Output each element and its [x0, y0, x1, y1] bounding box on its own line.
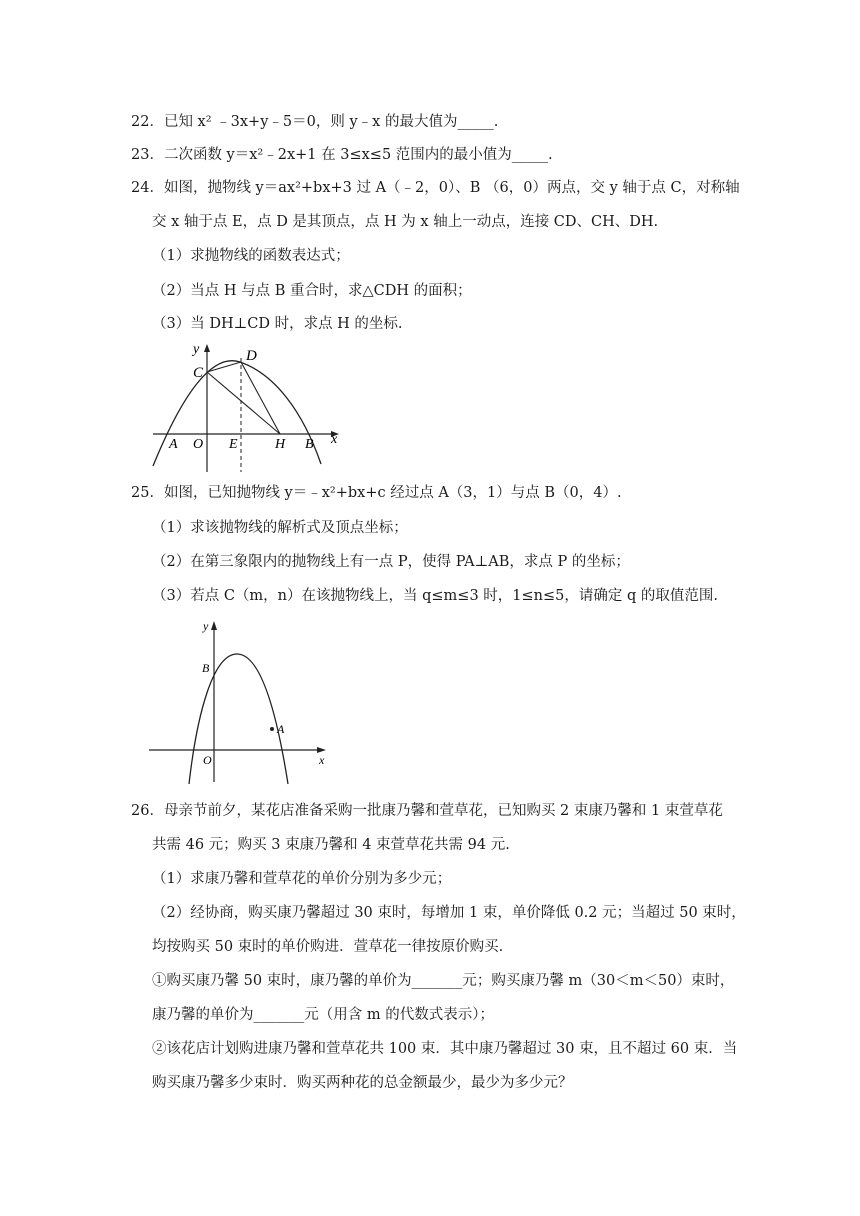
segment-ch — [207, 372, 280, 434]
label-x: x — [331, 432, 338, 447]
q24-part3: （3）当 DH⊥CD 时，求点 H 的坐标. — [152, 316, 403, 332]
label-a: A — [169, 437, 178, 452]
label-c: C — [193, 365, 204, 381]
y-axis-arrow — [204, 344, 210, 352]
q23-text: 23．二次函数 y＝x²﹣2x+1 在 3≤x≤5 范围内的最小值为_____. — [131, 147, 553, 163]
q24-part1: （1）求抛物线的函数表达式； — [152, 248, 350, 264]
q24-figure — [145, 340, 345, 475]
segment-cd — [207, 362, 241, 372]
q25-part3: （3）若点 C（m，n）在该抛物线上，当 q≤m≤3 时，1≤n≤5，请确定 q 的取值范围. — [152, 588, 718, 604]
q25-part1: （1）求该抛物线的解析式及顶点坐标； — [152, 520, 408, 536]
label-d: D — [246, 348, 257, 364]
q24-text-line1: 24．如图，抛物线 y＝ax²+bx+3 过 A（﹣2，0）、B （6，0）两点，交 y 轴于点 C，对称轴 — [131, 180, 740, 196]
q26-sub1-line2: 康乃馨的单价为_______元（用含 m 的代数式表示）； — [152, 1007, 494, 1023]
label-h: H — [275, 437, 286, 452]
q26-sub1-line1: ①购买康乃馨 50 束时，康乃馨的单价为_______元；购买康乃馨 m（30＜m＜50）束时， — [152, 973, 735, 989]
q25-figure — [145, 614, 345, 786]
label-o: O — [203, 753, 212, 767]
q26-text-line2: 共需 46 元；购买 3 束康乃馨和 4 束萱草花共需 94 元. — [152, 837, 510, 853]
q26-sub2-line2: 购买康乃馨多少束时．购买两种花的总金额最少，最少为多少元？ — [152, 1075, 573, 1091]
label-b: B — [202, 661, 210, 675]
q24-part2: （2）当点 H 与点 B 重合时，求△CDH 的面积； — [152, 283, 472, 299]
label-e: E — [229, 437, 238, 452]
label-b: B — [305, 437, 314, 452]
q25-text-line1: 25．如图，已知抛物线 y＝﹣x²+bx+c 经过点 A（3，1）与点 B（0，4）. — [131, 485, 622, 501]
label-y: y — [203, 619, 209, 633]
q25-part2: （2）在第三象限内的抛物线上有一点 P，使得 PA⊥AB，求点 P 的坐标； — [152, 554, 630, 570]
label-o: O — [193, 437, 204, 452]
y-axis-arrow — [211, 621, 217, 630]
label-a: A — [277, 722, 285, 736]
q26-part1: （1）求康乃馨和萱草花的单价分别为多少元； — [152, 871, 452, 887]
point-a — [270, 727, 274, 731]
q22-text: 22．已知 x² ﹣3x+y﹣5＝0，则 y﹣x 的最大值为_____. — [131, 114, 499, 130]
label-y: y — [193, 342, 200, 357]
q26-text-line1: 26．母亲节前夕，某花店准备采购一批康乃馨和萱草花，已知购买 2 束康乃馨和 1 束萱草花 — [131, 803, 723, 819]
q26-part2-line1: （2）经协商，购买康乃馨超过 30 束时，每增加 1 束，单价降低 0.2 元；当超过 50 束时， — [152, 905, 746, 921]
q24-text-line2: 交 x 轴于点 E，点 D 是其顶点，点 H 为 x 轴上一动点，连接 CD、CH、DH. — [152, 214, 659, 230]
label-x: x — [319, 753, 325, 767]
q26-sub2-line1: ②该花店计划购进康乃馨和萱草花共 100 束．其中康乃馨超过 30 束，且不超过 60 束．当 — [152, 1041, 738, 1057]
q26-part2-line2: 均按购买 50 束时的单价购进．萱草花一律按原价购买. — [152, 939, 504, 955]
